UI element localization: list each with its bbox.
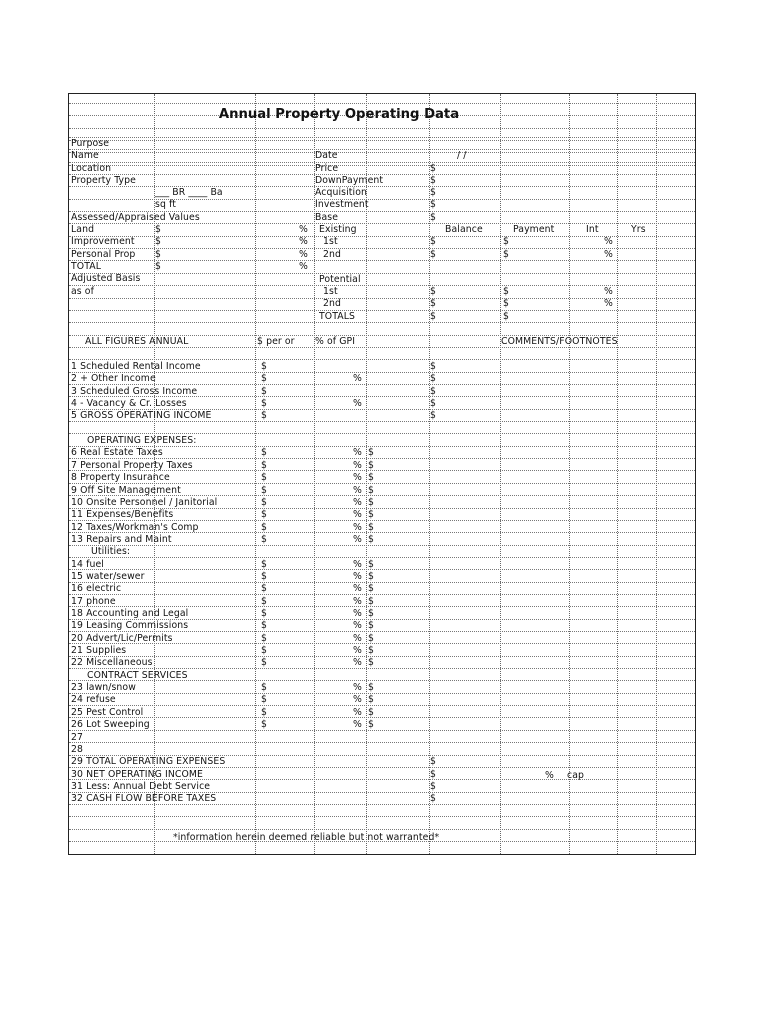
totals-row-label: 32 CASH FLOW BEFORE TAXES [71, 793, 217, 804]
personal-prop-label: Personal Prop [71, 249, 136, 260]
expense-amount-dollar: $ [261, 447, 268, 458]
expense-per-unit-dollar: $ [368, 583, 375, 594]
grid-row-line [69, 285, 695, 286]
expense-row-label: 20 Advert/Lic/Permits [71, 633, 173, 644]
expense-amount-dollar: $ [261, 485, 268, 496]
grid-row-line [69, 372, 695, 373]
improvement-dollar: $ [155, 236, 162, 247]
comments-header: COMMENTS/FOOTNOTES [501, 336, 618, 347]
price-label: Price [315, 163, 339, 174]
grid-column-line [617, 94, 618, 854]
expense-gpi-pct: % [353, 497, 362, 508]
expense-gpi-pct: % [353, 694, 362, 705]
totals-label: TOTALS [319, 311, 355, 322]
potential-second-payment-dollar: $ [503, 298, 510, 309]
expense-gpi-pct: % [353, 485, 362, 496]
acquisition-dollar: $ [430, 187, 437, 198]
expense-gpi-pct: % [353, 657, 362, 668]
existing-first-balance-dollar: $ [430, 236, 437, 247]
income-row-amount-dollar: $ [261, 398, 268, 409]
yrs-header: Yrs [631, 224, 646, 235]
balance-header: Balance [445, 224, 483, 235]
land-dollar: $ [155, 224, 162, 235]
land-pct: % [299, 224, 308, 235]
acquisition-label: Acquisition [315, 187, 368, 198]
expense-per-unit-dollar: $ [368, 707, 375, 718]
expense-amount-dollar: $ [261, 571, 268, 582]
grid-row-line [69, 384, 695, 385]
expense-amount-dollar: $ [261, 608, 268, 619]
improvement-label: Improvement [71, 236, 135, 247]
grid-row-line [69, 693, 695, 694]
expense-per-unit-dollar: $ [368, 447, 375, 458]
personal-prop-dollar: $ [155, 249, 162, 260]
grid-row-line [69, 140, 695, 141]
date-slashes: / / [457, 150, 467, 161]
expense-gpi-pct: % [353, 583, 362, 594]
grid-row-line [69, 421, 695, 422]
potential-first-balance-dollar: $ [430, 286, 437, 297]
existing-second-payment-dollar: $ [503, 249, 510, 260]
all-figures-annual-header: ALL FIGURES ANNUAL [85, 336, 189, 347]
expense-amount-dollar: $ [261, 509, 268, 520]
grid-row-line [69, 273, 695, 274]
expense-gpi-pct: % [353, 447, 362, 458]
payment-header: Payment [513, 224, 555, 235]
potential-second-balance-dollar: $ [430, 298, 437, 309]
expense-amount-dollar: $ [261, 460, 268, 471]
expense-per-unit-dollar: $ [368, 657, 375, 668]
operating-data-sheet [68, 93, 696, 855]
expense-row-label: 17 phone [71, 596, 116, 607]
expense-per-unit-dollar: $ [368, 559, 375, 570]
grid-row-line [69, 483, 695, 484]
expense-amount-dollar: $ [261, 694, 268, 705]
grid-row-line [69, 310, 695, 311]
income-row-label: 5 GROSS OPERATING INCOME [71, 410, 212, 421]
grid-row-line [69, 162, 695, 163]
expense-row-label: 13 Repairs and Maint [71, 534, 172, 545]
grid-row-line [69, 347, 695, 348]
expense-row-label: 18 Accounting and Legal [71, 608, 189, 619]
income-row-gpi-pct: % [353, 398, 362, 409]
improvement-pct: % [299, 236, 308, 247]
expense-amount-dollar: $ [261, 522, 268, 533]
expense-gpi-pct: % [353, 509, 362, 520]
grid-row-line [69, 165, 695, 166]
grid-row-line [69, 260, 695, 261]
existing-second-balance-dollar: $ [430, 249, 437, 260]
income-row-amount-dollar: $ [261, 373, 268, 384]
grid-row-line [69, 128, 695, 129]
expense-gpi-pct: % [353, 596, 362, 607]
potential-label: Potential [319, 274, 361, 285]
cap-rate-pct: % [545, 770, 554, 781]
totals-row-label: 30 NET OPERATING INCOME [71, 769, 204, 780]
expense-gpi-pct: % [353, 707, 362, 718]
expense-row-label: 16 electric [71, 583, 122, 594]
expense-row-label: 15 water/sewer [71, 571, 145, 582]
potential-second-int-pct: % [604, 298, 613, 309]
expense-per-unit-dollar: $ [368, 620, 375, 631]
expense-per-unit-dollar: $ [368, 719, 375, 730]
potential-first-label: 1st [323, 286, 338, 297]
expense-gpi-pct: % [353, 682, 362, 693]
expense-row-label: 21 Supplies [71, 645, 127, 656]
adjusted-basis-label: Adjusted Basis [71, 273, 141, 284]
assessed-values-label: Assessed/Appraised Values [71, 212, 200, 223]
expense-amount-dollar: $ [261, 645, 268, 656]
grid-row-line [69, 248, 695, 249]
down-payment-dollar: $ [430, 175, 437, 186]
expense-amount-dollar: $ [261, 497, 268, 508]
expense-gpi-pct: % [353, 472, 362, 483]
grid-row-line [69, 829, 695, 830]
operating-expenses-header: OPERATING EXPENSES: [87, 435, 197, 446]
totals-row-label: 31 Less: Annual Debt Service [71, 781, 211, 792]
grid-row-line [69, 606, 695, 607]
income-row-label: 4 - Vacancy & Cr. Losses [71, 398, 187, 409]
grid-row-line [69, 816, 695, 817]
totals-row-dollar: $ [430, 756, 437, 767]
page-title: Annual Property Operating Data [218, 107, 460, 122]
expense-gpi-pct: % [353, 719, 362, 730]
expense-row-label: 10 Onsite Personnel / Janitorial [71, 497, 218, 508]
expense-gpi-pct: % [353, 608, 362, 619]
expense-gpi-pct: % [353, 645, 362, 656]
income-row-label: 3 Scheduled Gross Income [71, 386, 198, 397]
grid-row-line [69, 631, 695, 632]
grid-row-line [69, 656, 695, 657]
expense-row-label: 9 Off Site Management [71, 485, 181, 496]
grid-row-line [69, 705, 695, 706]
income-row-comment-dollar: $ [430, 373, 437, 384]
base-label: Base [315, 212, 339, 223]
potential-first-payment-dollar: $ [503, 286, 510, 297]
expense-amount-dollar: $ [261, 707, 268, 718]
expense-per-unit-dollar: $ [368, 571, 375, 582]
personal-prop-pct: % [299, 249, 308, 260]
grid-row-line [69, 520, 695, 521]
totals-balance-dollar: $ [430, 311, 437, 322]
expense-row-label: 25 Pest Control [71, 707, 144, 718]
down-payment-label: DownPayment [315, 175, 384, 186]
expense-row-label: 14 fuel [71, 559, 104, 570]
expense-gpi-pct: % [353, 522, 362, 533]
grid-row-line [69, 569, 695, 570]
grid-row-line [69, 582, 695, 583]
existing-label: Existing [319, 224, 357, 235]
totals-row-dollar: $ [430, 769, 437, 780]
grid-row-line [69, 236, 695, 237]
grid-column-line [500, 94, 501, 854]
income-row-comment-dollar: $ [430, 386, 437, 397]
grid-row-line [69, 742, 695, 743]
expense-row-label: 22 Miscellaneous [71, 657, 153, 668]
expense-per-unit-dollar: $ [368, 497, 375, 508]
sqft-field: sq ft [155, 199, 176, 210]
existing-second-int-pct: % [604, 249, 613, 260]
potential-second-label: 2nd [323, 298, 342, 309]
pct-gpi-header: % of GPI [315, 336, 356, 347]
grid-row-line [69, 804, 695, 805]
total-pct: % [299, 261, 308, 272]
grid-row-line [69, 149, 695, 150]
contract-services-header: CONTRACT SERVICES [87, 670, 188, 681]
totals-row-dollar: $ [430, 781, 437, 792]
expense-row-label: 19 Leasing Commissions [71, 620, 189, 631]
expense-gpi-pct: % [353, 633, 362, 644]
base-dollar: $ [430, 212, 437, 223]
income-row-comment-dollar: $ [430, 398, 437, 409]
expense-per-unit-dollar: $ [368, 485, 375, 496]
expense-per-unit-dollar: $ [368, 522, 375, 533]
income-row-amount-dollar: $ [261, 386, 268, 397]
expense-per-unit-dollar: $ [368, 682, 375, 693]
grid-column-line [255, 94, 256, 854]
income-row-label: 2 + Other Income [71, 373, 156, 384]
totals-payment-dollar: $ [503, 311, 510, 322]
expense-row-label: 11 Expenses/Benefits [71, 509, 174, 520]
as-of-label: as of [71, 286, 94, 297]
expense-per-unit-dollar: $ [368, 472, 375, 483]
grid-row-line [69, 433, 695, 434]
grid-column-line [656, 94, 657, 854]
grid-row-line [69, 557, 695, 558]
expense-per-unit-dollar: $ [368, 509, 375, 520]
expense-amount-dollar: $ [261, 633, 268, 644]
expense-gpi-pct: % [353, 571, 362, 582]
expense-row-label: 7 Personal Property Taxes [71, 460, 193, 471]
income-row-comment-dollar: $ [430, 361, 437, 372]
existing-first-label: 1st [323, 236, 338, 247]
cap-rate-label: cap [567, 770, 585, 781]
grid-row-line [69, 137, 695, 138]
expense-amount-dollar: $ [261, 472, 268, 483]
date-label: Date [315, 150, 338, 161]
expense-gpi-pct: % [353, 559, 362, 570]
expense-per-unit-dollar: $ [368, 694, 375, 705]
location-label: Location [71, 163, 112, 174]
expense-row-label: 26 Lot Sweeping [71, 719, 150, 730]
totals-row-dollar: $ [430, 793, 437, 804]
grid-row-line [69, 730, 695, 731]
property-type-label: Property Type [71, 175, 136, 186]
expense-gpi-pct: % [353, 534, 362, 545]
name-label: Name [71, 150, 99, 161]
expense-row-label: 12 Taxes/Workman's Comp [71, 522, 199, 533]
expense-amount-dollar: $ [261, 620, 268, 631]
expense-amount-dollar: $ [261, 583, 268, 594]
purpose-label: Purpose [71, 138, 110, 149]
grid-row-line [69, 668, 695, 669]
per-or-header: $ per or [257, 336, 295, 347]
expense-gpi-pct: % [353, 460, 362, 471]
income-row-gpi-pct: % [353, 373, 362, 384]
existing-second-label: 2nd [323, 249, 342, 260]
potential-first-int-pct: % [604, 286, 613, 297]
price-dollar: $ [430, 163, 437, 174]
income-row-amount-dollar: $ [261, 410, 268, 421]
expense-row-label: 24 refuse [71, 694, 116, 705]
income-row-label: 1 Scheduled Rental Income [71, 361, 201, 372]
utilities-header: Utilities: [91, 546, 131, 557]
grid-row-line [69, 594, 695, 595]
total-label: TOTAL [71, 261, 101, 272]
br-ba-field: ___ BR ____ Ba [155, 187, 223, 198]
grid-row-line [69, 223, 695, 224]
grid-row-line [69, 458, 695, 459]
expense-amount-dollar: $ [261, 534, 268, 545]
expense-per-unit-dollar: $ [368, 608, 375, 619]
expense-row-label: 6 Real Estate Taxes [71, 447, 163, 458]
existing-first-int-pct: % [604, 236, 613, 247]
expense-per-unit-dollar: $ [368, 645, 375, 656]
int-header: Int [586, 224, 599, 235]
investment-label: Investment [315, 199, 369, 210]
grid-row-line [69, 322, 695, 323]
grid-row-line [69, 767, 695, 768]
expense-amount-dollar: $ [261, 657, 268, 668]
expense-per-unit-dollar: $ [368, 633, 375, 644]
expense-amount-dollar: $ [261, 596, 268, 607]
expense-amount-dollar: $ [261, 559, 268, 570]
land-label: Land [71, 224, 95, 235]
income-row-amount-dollar: $ [261, 361, 268, 372]
expense-per-unit-dollar: $ [368, 534, 375, 545]
expense-amount-dollar: $ [261, 682, 268, 693]
grid-row-line [69, 298, 695, 299]
blank-row-number: 27 [71, 732, 84, 743]
existing-first-payment-dollar: $ [503, 236, 510, 247]
expense-gpi-pct: % [353, 620, 362, 631]
grid-row-line [69, 152, 695, 153]
expense-row-label: 23 lawn/snow [71, 682, 136, 693]
grid-row-line [69, 103, 695, 104]
investment-dollar: $ [430, 199, 437, 210]
income-row-comment-dollar: $ [430, 410, 437, 421]
footnote: *information herein deemed reliable but not warranted* [173, 832, 440, 843]
totals-row-label: 29 TOTAL OPERATING EXPENSES [71, 756, 226, 767]
blank-row-number: 28 [71, 744, 84, 755]
grid-row-line [69, 545, 695, 546]
total-dollar: $ [155, 261, 162, 272]
expense-per-unit-dollar: $ [368, 460, 375, 471]
grid-column-line [569, 94, 570, 854]
expense-amount-dollar: $ [261, 719, 268, 730]
expense-per-unit-dollar: $ [368, 596, 375, 607]
grid-row-line [69, 359, 695, 360]
expense-row-label: 8 Property Insurance [71, 472, 170, 483]
grid-row-line [69, 717, 695, 718]
